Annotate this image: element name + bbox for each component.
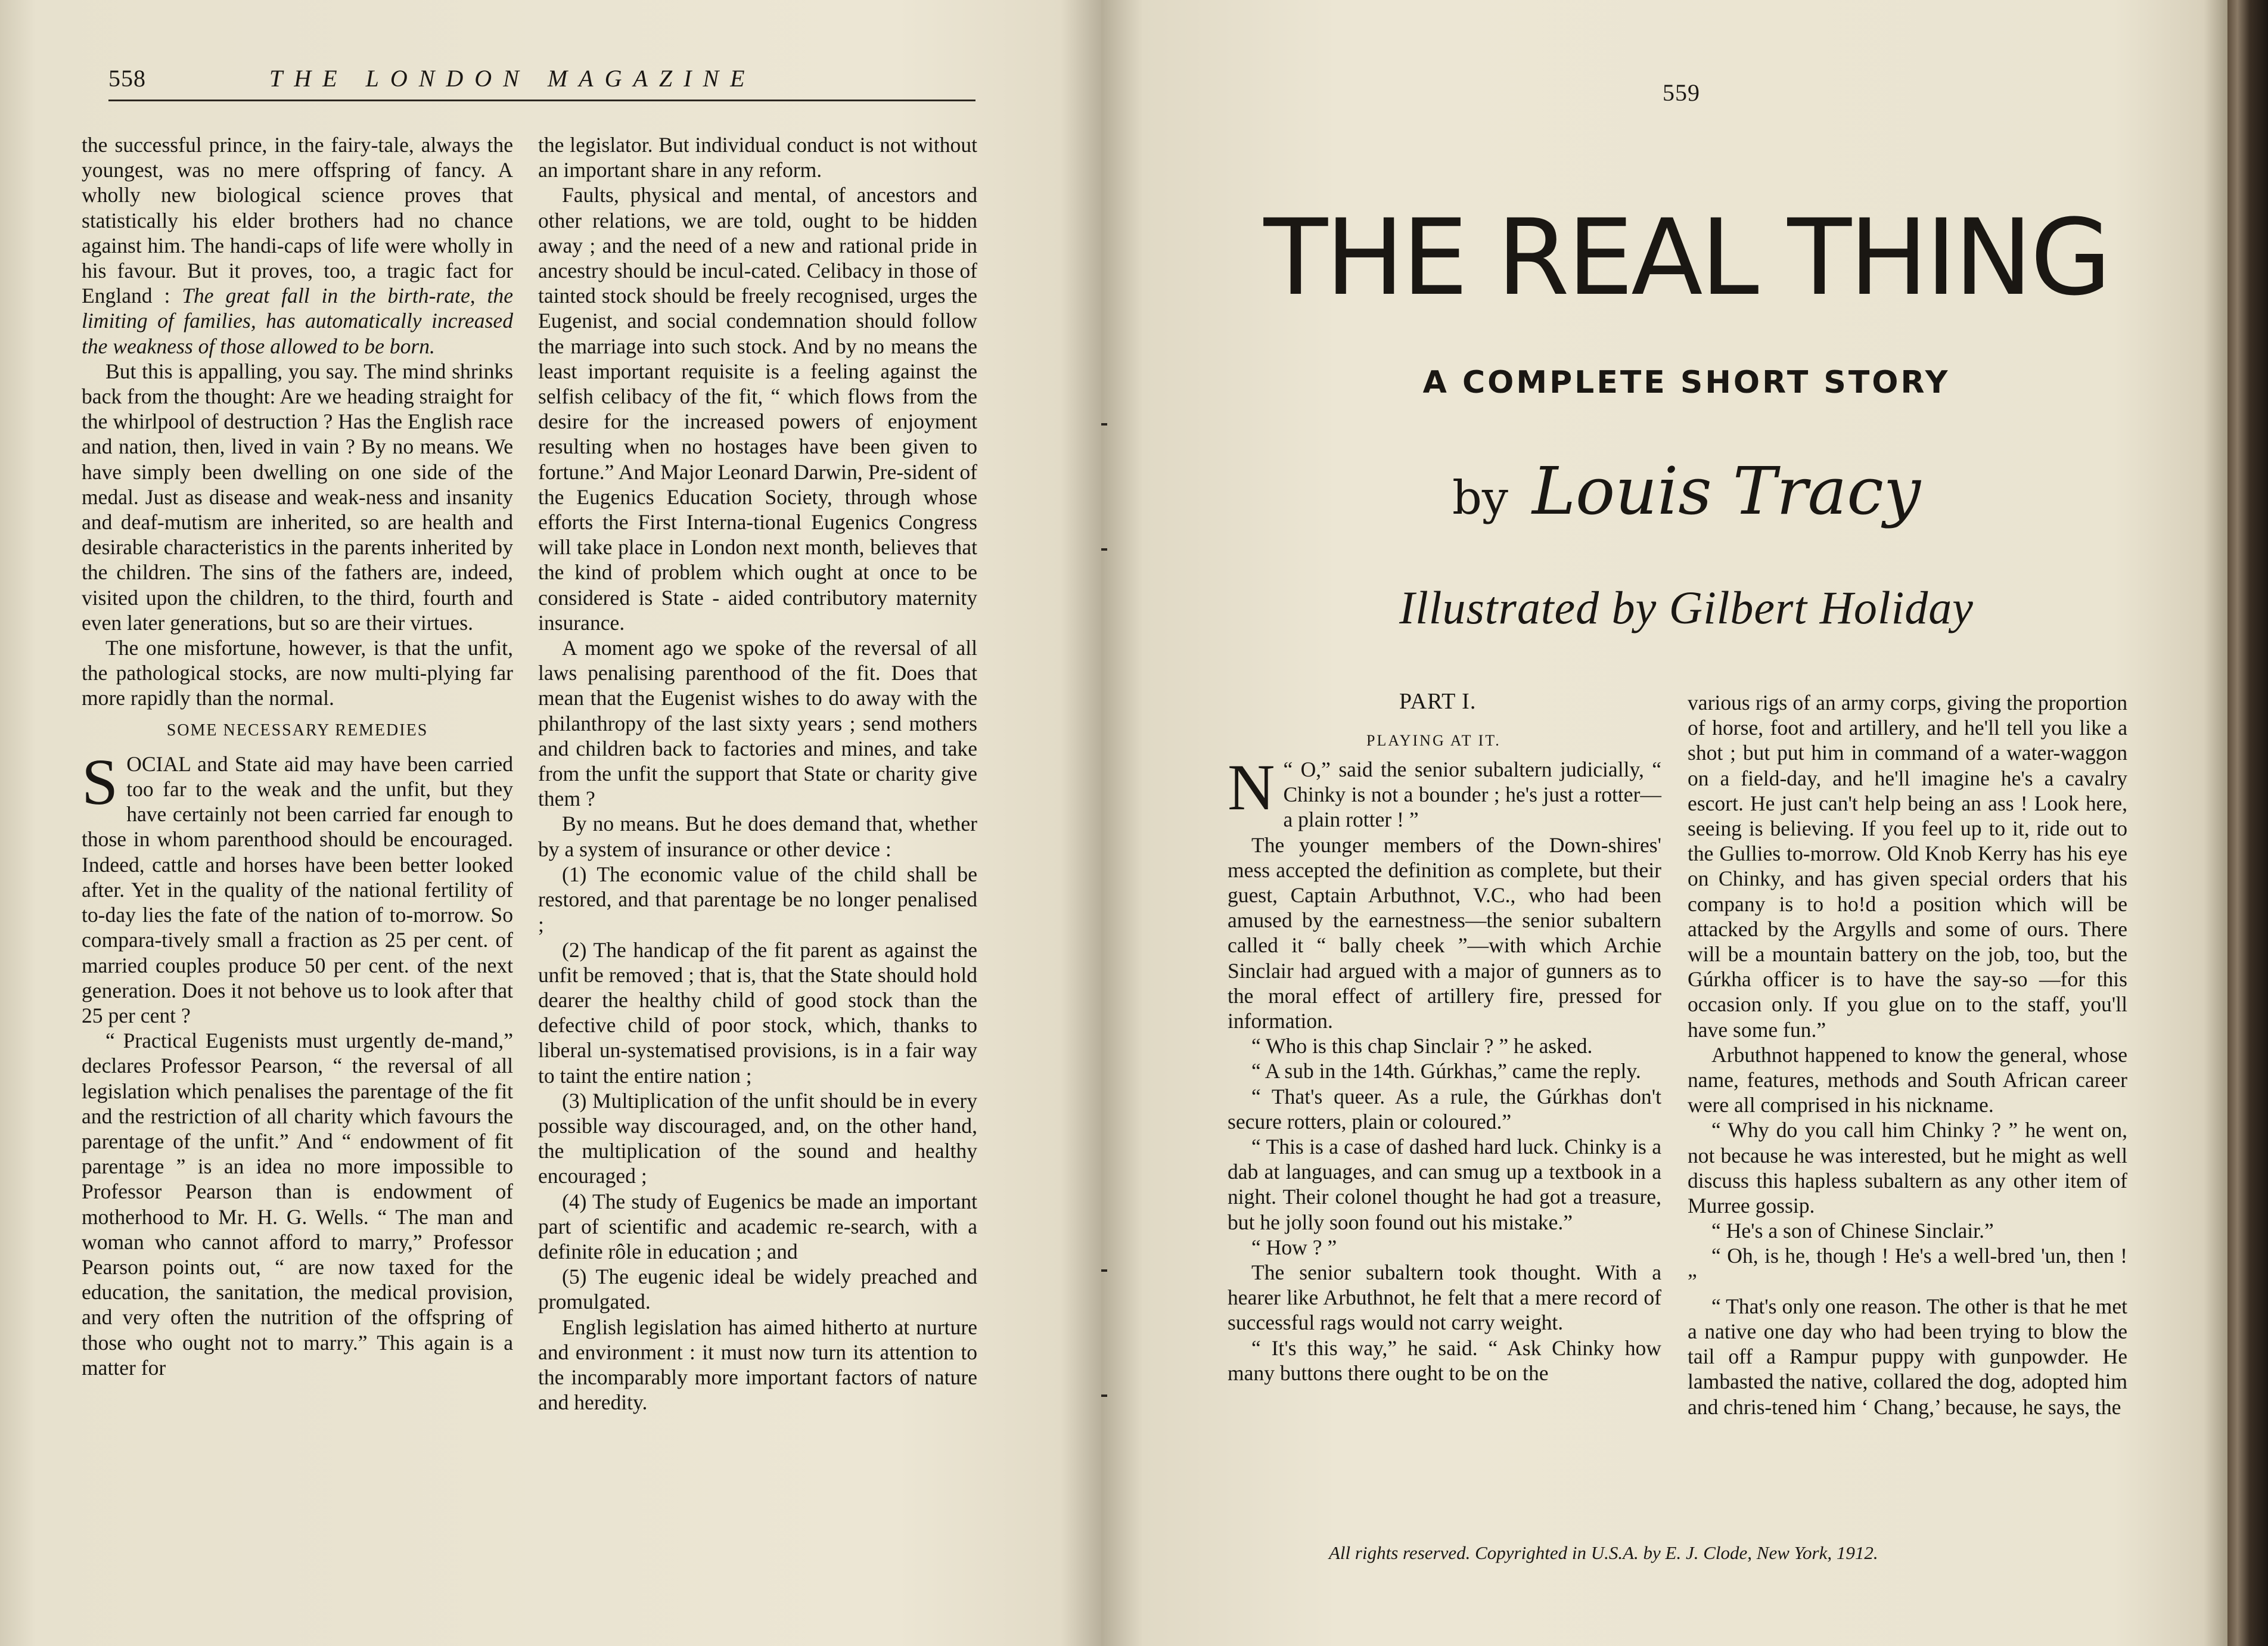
gutter-mark — [1101, 423, 1107, 426]
paragraph: various rigs of an army corps, giving the proportion of horse, foot and artillery, and he'll tell you like a shot ; but put him in command of a water-waggon on a field-day, and he'll imagine he's a cavalry escort. He just can't help being an ass ! Look here, seeing is believing. If you feel up to it, ride out to the Gullies to-morrow. Old Knob Kerry has his eye on Chinky, and has given special orders that his company is to ho!d a position which will be attacked by the Argylls and some of ours. There will be a mountain battery on the job, too, but the Gúrkha officer is to have the say-so —for this occasion only. If you glue on to the staff, you'll have some fun.” — [1688, 691, 2127, 1042]
dropcap-paragraph: SOCIAL and State aid may have been carried too far to the weak and the unfit, but they have certainly not been carried far enough to those in whom parenthood should be encouraged. Indeed, cattle and horses have been better looked after. Yet in the quality of the national fertility of to-day lies the fate of the nation of to-morrow. So compara-tively small a fraction as 25 per cent. of married couples produce 50 per cent. of the next generation. Does it not behove us to look after that 25 per cent ? — [82, 745, 513, 1027]
paragraph: “ Practical Eugenists must urgently de-mand,” declares Professor Pearson, “ the reversal of all legislation which penalises the parentage of the fit and the restriction of all charity which favours the parentage of the unfit.” And “ endowment of fit parentage ” is an idea no more impossible to Professor Pearson than is endowment of motherhood to Mr. H. G. Wells. “ The man and woman who cannot afford to marry,” Professor Pearson points out, “ are now taxed for the education, the sanitation, the medical provision, and very often the nutrition of the offspring of those who ought not to marry.” This again is a matter for — [82, 1029, 513, 1380]
left-column-1 — [82, 132, 513, 1380]
story-title: THE REAL THING — [1263, 197, 2109, 319]
byline — [1222, 453, 2151, 529]
dropcap-paragraph: N “ O,” said the senior subaltern judicially, “ Chinky is not a bounder ; he's just a rotter—a plain rotter ! ” — [1228, 751, 1661, 832]
paragraph: “ Oh, is he, though ! He's a well-bred 'un, then ! ” — [1688, 1244, 2127, 1293]
paragraph: “ It's this way,” he said. “ Ask Chinky how many buttons there ought to be on the — [1228, 1336, 1661, 1385]
gutter-mark — [1101, 548, 1107, 551]
story-subtitle: A COMPLETE SHORT STORY — [1422, 365, 1950, 400]
book-edge — [2227, 0, 2268, 1646]
paragraph: The one misfortune, however, is that the unfit, the pathological stocks, are now multi-plying far more rapidly than the normal. — [82, 636, 513, 710]
copyright-footer: All rights reserved. Copyrighted in U.S.A. by E. J. Clode, New York, 1912. — [1329, 1542, 1878, 1563]
paragraph: The senior subaltern took thought. With a hearer like Arbuthnot, he felt that a mere record of successful rags would not carry weight. — [1228, 1260, 1661, 1335]
paragraph: “ That's queer. As a rule, the Gúrkhas don't secure rotters, plain or coloured.” — [1228, 1084, 1661, 1133]
list-item: (4) The study of Eugenics be made an important part of scientific and academic re-search, with a definite rôle in education ; and — [538, 1189, 977, 1263]
gutter-mark — [1101, 1395, 1107, 1397]
paragraph: the successful prince, in the fairy-tale, always the youngest, was no mere offspring of fancy. A wholly new biological science proves that statistically his elder brothers had no chance against him. The handi-caps of life were wholly in his favour. But it proves, too, a tragic fact for England : The great fall in the birth-rate, the limiting of families, has automatically increased the weakness of those allowed to be born. — [82, 133, 513, 358]
list-item: (5) The eugenic ideal be widely preached and promulgated. — [538, 1265, 977, 1314]
list-item: (3) Multiplication of the unfit should be in every possible way discouraged, and, on the other hand, the multiplication of the sound and healthy encouraged ; — [538, 1088, 977, 1188]
left-page-number: 558 — [108, 65, 146, 92]
gutter-mark — [1101, 1269, 1107, 1272]
part-subheading: PLAYING AT IT. — [1366, 732, 1501, 749]
list-item: (2) The handicap of the fit parent as against the unfit be removed ; that is, that the State should hold dearer the healthy child of good stock than the defective child of poor stock, which, thanks to liberal un-systematised provisions, is in a fair way to taint the entire nation ; — [538, 937, 977, 1088]
paragraph: By no means. But he does demand that, whether by a system of insurance or other device : — [538, 812, 977, 861]
right-page-number: 559 — [1663, 79, 1700, 106]
paragraph: “ This is a case of dashed hard luck. Chinky is a dab at languages, and can smug up a textbook in a night. Their colonel thought he had got a treasure, but he jolly soon found out his mistake.” — [1228, 1135, 1661, 1234]
paragraph: “ A sub in the 14th. Gúrkhas,” came the reply. — [1251, 1059, 1641, 1083]
paragraph: The younger members of the Down-shires' mess accepted the definition as complete, but their guest, Captain Arbuthnot, V.C., who had been amused by the earnestness—the senior subaltern called it “ bally cheek ”—with which Archie Sinclair had argued with a major of gunners as to the moral effect of artillery fire, pressed for information. — [1228, 833, 1661, 1033]
paragraph: “ How ? ” — [1251, 1235, 1337, 1259]
paragraph: But this is appalling, you say. The mind shrinks back from the thought: Are we heading straight for the whirlpool of destruction ? Has the English race and nation, then, lived in vain ? By no means. We have simply been dwelling on one side of the medal. Just as disease and weak-ness and insanity and deaf-mutism are inherited, so are health and desirable characteristics in the parents inherited by the children. The sins of the fathers are, indeed, visited upon the children, to the third, fourth and even later generations, but so are their virtues. — [82, 359, 513, 635]
author-name: Louis Tracy — [1532, 453, 1921, 529]
left-column-2 — [538, 132, 977, 1415]
paragraph: the legislator. But individual conduct is not without an important share in any reform. — [538, 133, 977, 182]
paragraph: English legislation has aimed hitherto at nurture and environment : it must now turn its attention to the incomparably more important factors of nature and heredity. — [538, 1315, 977, 1415]
paragraph: “ That's only one reason. The other is that he met a native one day who had been trying to blow the tail off a Rampur puppy with gunpowder. He lambasted the native, collared the dog, adopted him and chris-tened him ‘ Chang,’ because, he says, the — [1688, 1294, 2127, 1419]
paragraph: A moment ago we spoke of the reversal of all laws penalising parenthood of the fit. Does that mean that the Eugenist wishes to do away with the philanthropy of the last sixty years ; send mothers and children back to factories and mines, and take from the unfit the support that State or charity give them ? — [538, 636, 977, 811]
part-heading: PART I. — [1399, 689, 1477, 714]
right-column-2 — [1688, 690, 2127, 1420]
running-title: THE LONDON MAGAZINE — [269, 65, 756, 92]
section-heading: SOME NECESSARY REMEDIES — [166, 720, 428, 740]
paragraph: “ He's a son of Chinese Sinclair.” — [1711, 1219, 1994, 1243]
drop-cap: N — [1228, 751, 1275, 824]
paragraph: “ Who is this chap Sinclair ? ” he asked. — [1251, 1034, 1593, 1058]
header-rule — [108, 100, 975, 101]
right-column-1 — [1228, 751, 1661, 1386]
paragraph: “ Why do you call him Chinky ? ” he went on, not because he was interested, but he might as well discuss this hapless subaltern as any other item of Murree gossip. — [1688, 1118, 2127, 1218]
paragraph: Faults, physical and mental, of ancestors and other relations, we are told, ought to be hidden away ; and the need of a new and rational pride in ancestry should be incul-cated. Celibacy in those of tainted stock should be freely recognised, urges the Eugenist, and social condemnation should follow the marriage into such stock. And by no means the least important requisite is a feeling against the selfish celibacy of the fit, “ which flows from the desire for the increased powers of enjoyment resulting when no hostages have been given to fortune.” And Major Leonard Darwin, Pre-sident of the Eugenics Education Society, through whose efforts the First Interna-tional Eugenics Congress will take place in London next month, believes that the kind of problem which ought at once to be considered is State - aided contributory maternity insurance. — [538, 183, 977, 635]
list-item: (1) The economic value of the child shall be restored, and that parentage be no longer penalised ; — [538, 862, 977, 937]
italic-passage: The great fall in the birth-rate, the limiting of families, has automatically increased the weakness of those allowed to be born. — [82, 284, 513, 358]
drop-cap: S — [82, 745, 119, 818]
byline-by: by — [1452, 471, 1508, 525]
illustrator-credit: Illustrated by Gilbert Holiday — [1399, 582, 1974, 633]
left-page — [0, 0, 1101, 1646]
paragraph: Arbuthnot happened to know the general, whose name, features, methods and South African career were all comprised in his nickname. — [1688, 1042, 2127, 1117]
